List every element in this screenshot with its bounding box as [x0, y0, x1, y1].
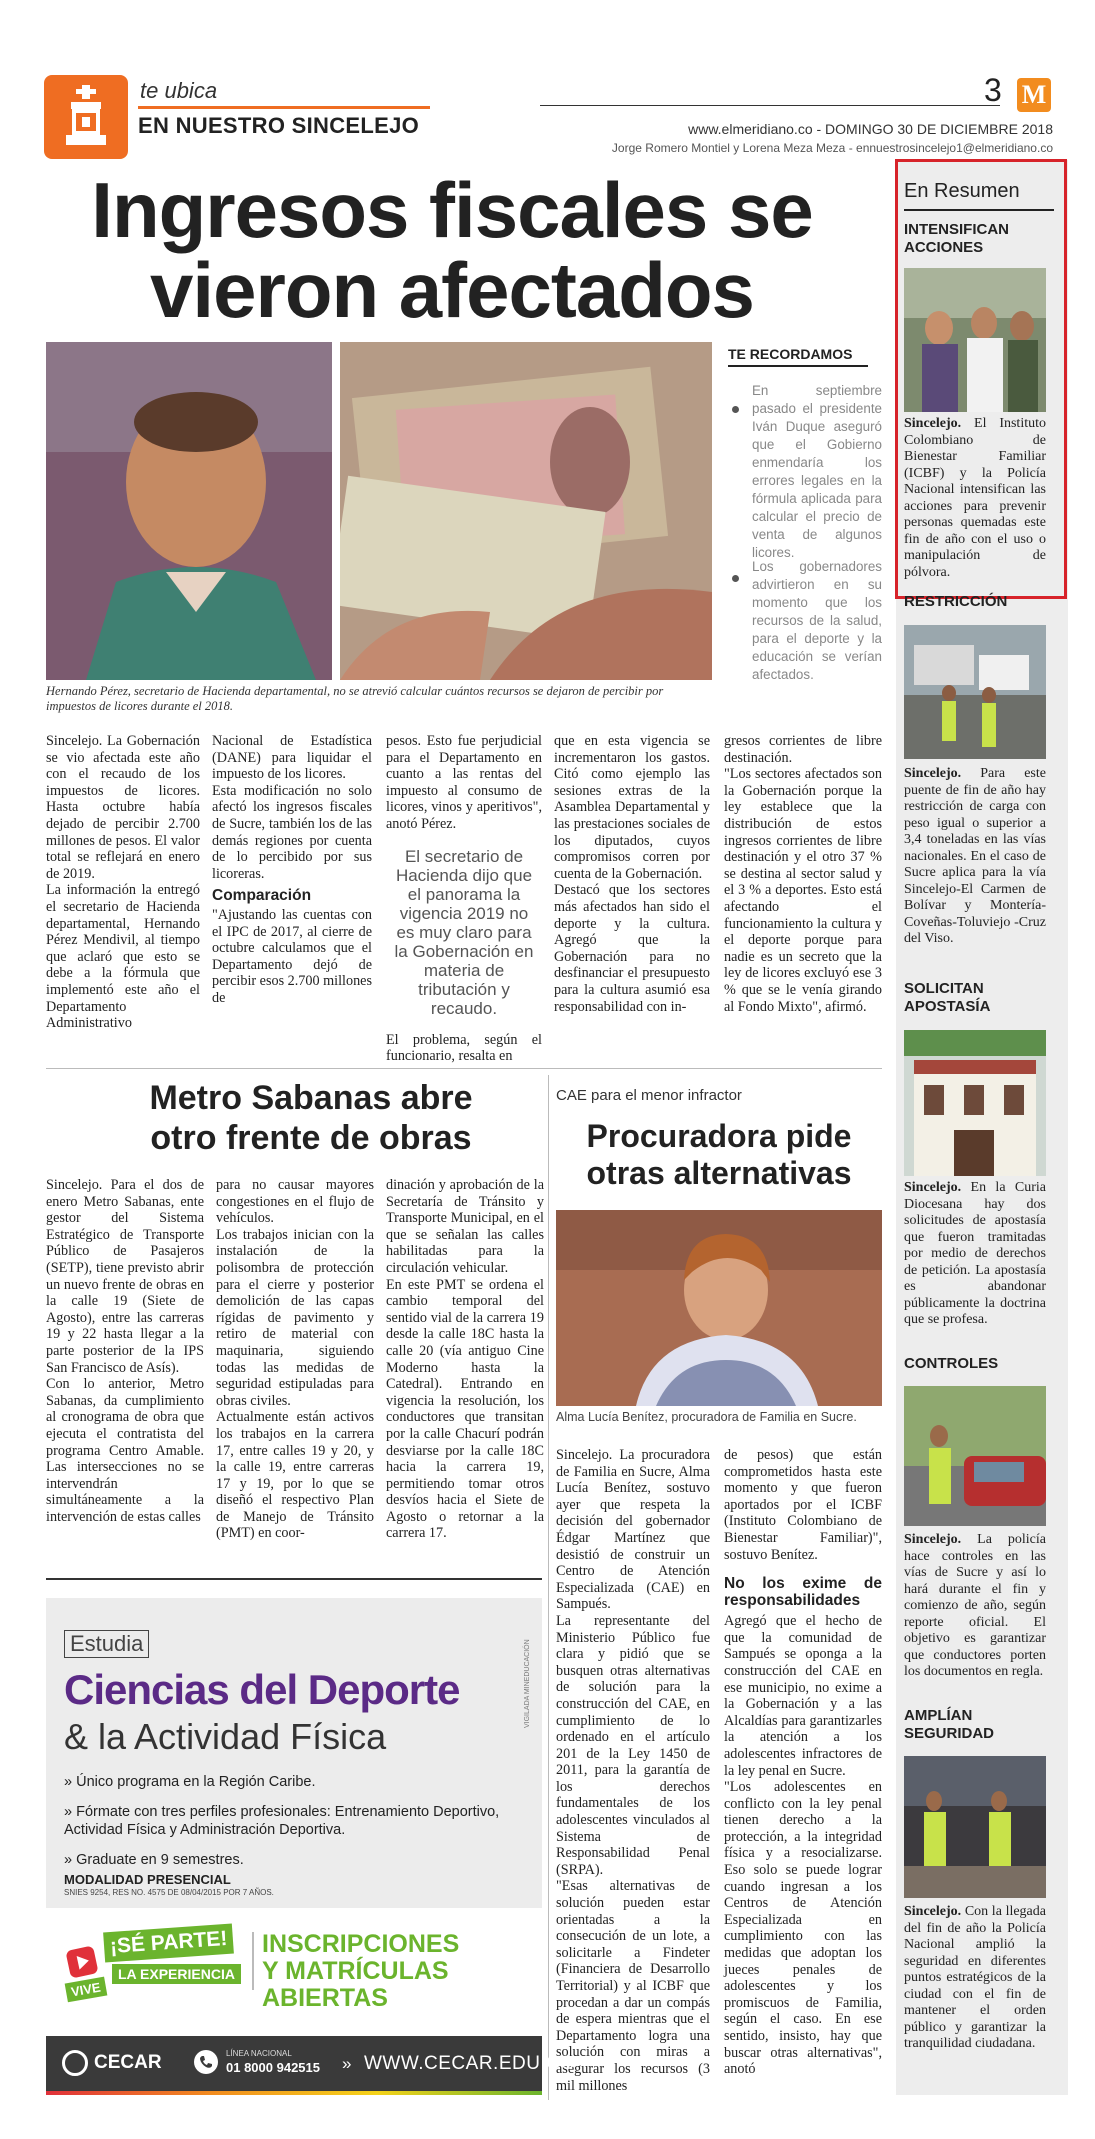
- ad-inscripciones-2: Y MATRÍCULAS ABIERTAS: [262, 1957, 449, 2012]
- procuradora-col-2a: de pesos) que están comprometidos hasta este momento y que fueron aportados por el ICBF (Instituto Colombiano de Bienestar Familiar)", sostuvo Benítez.: [724, 1447, 882, 1563]
- sidebar-photo-1: [904, 268, 1046, 412]
- cecar-logo-icon: [62, 2050, 88, 2076]
- metro-title: [46, 1078, 576, 1158]
- header-rule: [540, 105, 1000, 106]
- photo-hernando-perez: [46, 342, 332, 680]
- main-title: [46, 166, 858, 334]
- main-col-2: [212, 733, 372, 1007]
- photo-money: [340, 342, 712, 680]
- ad-linea-number: 01 8000 942515: [226, 2060, 320, 2075]
- sidebar-heading-1: INTENSIFICAN ACCIONES: [904, 221, 1009, 256]
- ad-title-line2: & la Actividad Física: [64, 1716, 387, 1757]
- sidebar-body-2: Para este puente de fin de año hay restricción de carga con peso igual o superior a 3,4 toneladas en las vías nacionales. En el caso de Sucre aplica para la vía Sincelejo-El Carmen de Bolívar y Montería-Coveñas-Toluviejo -Cruz del Viso.: [904, 766, 1046, 946]
- section-logo: [44, 75, 128, 159]
- ad-inscripciones: [262, 1931, 542, 2012]
- section-small-title: te ubica: [140, 78, 218, 103]
- sidebar-lead-4: Sincelejo.: [904, 1532, 962, 1547]
- bullet-dot: [732, 406, 739, 413]
- metro-title-line1: Metro Sabanas abre: [149, 1079, 473, 1117]
- photo-alma-lucia-benitez: [556, 1210, 882, 1406]
- ad-experiencia: LA EXPERIENCIA: [112, 1964, 241, 1984]
- ad-se-parte: ¡SÉ PARTE!: [103, 1924, 234, 1963]
- newspaper-logo: M: [1017, 78, 1051, 112]
- procuradora-subhead: No los exime de responsabilidades: [724, 1575, 882, 1610]
- procuradora-col-1: Sincelejo. La procuradora de Familia en Sucre, Alma Lucía Benítez, sostuvo ayer que respeta la decisión del gobernador Édgar Martínez que desistió de construir un Centro de Atención Especializada (CAE) en Sampués. La representante del Ministerio Público fue clara y pidió que se busquen otras alternativas de solución para la construcción del CAE, en cumplimiento de lo ordenado en el artículo 201 de la Ley 1450 de 2011, para la garantía de los derechos fundamentales de los adolescentes vinculados al Sistema de Responsabilidad Penal (SRPA). "Esas alternativas de solución pueden estar orientadas a la consecución de un lote, a solicitarle a Findeter (Financiera de Desarrollo Territorial) y al ICBF que procedan a dar un compás de espera mientras que el Departamento logra una solución con miras a asegurar los recursos (3 mil millones: [556, 1447, 710, 2094]
- procuradora-title-line2: otras alternativas: [586, 1155, 852, 1191]
- procuradora-col-2b: Agregó que el hecho de que la comunidad de Sampués se oponga a la construcción del CAE en ese municipio, no exime a la Gobernación y a las Alcaldías para garantizarles la atención a los adolescentes infractores de la ley penal en Sucre. "Los adolescentes en conflicto con la ley penal tienen derecho a la protección, a la integridad física y a resocializarse. Eso solo se puede lograr cuando ingresan a los Centros de Atención Especializada en cumplimiento con las medidas que adoptan los jueces penales de adolescentes y los promiscuos de Familia, según el caso. En ese sentido, insisto, hay que buscar otras alternativas", anotó: [724, 1613, 882, 2078]
- sidebar-body-5: Con la llegada del fin de año la Policía Nacional amplió la seguridad en diferentes puntos estratégicos de la ciudad con el fin de mantener el orden público y garantizar la tranquilidad ciudadana.: [904, 1904, 1046, 2051]
- ad-inscripciones-1: INSCRIPCIONES: [262, 1930, 460, 1958]
- ad-cecar: [46, 1598, 576, 2095]
- ad-web[interactable]: WWW.CECAR.EDU.CO: [364, 2053, 576, 2074]
- ad-vertical-note: VIGILADA MINEDUCACIÓN: [524, 1639, 531, 1728]
- bullet-dot: [732, 575, 739, 582]
- ad-bullet-2: » Fórmate con tres perfiles profesionales: Entrenamiento Deportivo, Actividad Física y Administración Deportiva.: [64, 1804, 500, 1838]
- procuradora-col-2: [724, 1447, 882, 2078]
- sidebar-body-1: El Instituto Colombiano de Bienestar Familiar (ICBF) y la Policía Nacional intensifican las acciones para prevenir personas quemadas este fin de año con el uso o manipulación de pólvora.: [904, 416, 1046, 580]
- sidebar-heading-3: SOLICITAN APOSTASÍA: [904, 980, 991, 1015]
- sidebar-lead-2: Sincelejo.: [904, 766, 962, 781]
- procuradora-caption: Alma Lucía Benítez, procuradora de Familia en Sucre.: [556, 1410, 857, 1424]
- site-and-date: www.elmeridiano.co - DOMINGO 30 DE DICIEMBRE 2018: [688, 121, 1053, 137]
- sidebar-heading-5: AMPLÍAN SEGURIDAD: [904, 1707, 995, 1742]
- section-underline: [138, 106, 430, 109]
- sidebar-body-4: La policía hace controles en las vías de Sucre y así lo hará durante el fin y comienzo de año, según reporte oficial. El objetivo es garantizar que conductores porten los documentos en regla.: [904, 1532, 1046, 1679]
- subhead-comparacion: Comparación: [212, 887, 312, 905]
- procuradora-title: [556, 1118, 882, 1192]
- sidebar-photo-5: [904, 1756, 1046, 1898]
- phone-icon: [194, 2050, 218, 2074]
- recordamos-bullet-2: Los gobernadores advirtieron en su momento que los recursos de la salud, para el deporte y la educación se verían afectados.: [752, 559, 882, 682]
- recordamos-title: TE RECORDAMOS: [728, 346, 853, 362]
- ad-bullet-3: » Graduate en 9 semestres.: [64, 1852, 244, 1868]
- procuradora-title-line1: Procuradora pide: [586, 1118, 852, 1154]
- sidebar-title: En Resumen: [904, 180, 1020, 202]
- church-icon: [44, 75, 128, 159]
- sidebar-heading-4: CONTROLES: [904, 1355, 999, 1372]
- main-title-line1: Ingresos fiscales se: [91, 166, 813, 254]
- play-icon: [65, 1945, 98, 1978]
- ad-vive: VIVE: [65, 1977, 107, 2003]
- pull-quote: El secretario de Hacienda dijo que el panorama la vigencia 2019 no es muy claro para la Gobernación en materia de tributación y recaudo.: [394, 846, 534, 1018]
- metro-title-line2: otro frente de obras: [150, 1119, 472, 1157]
- sidebar-text-5: [904, 1904, 1046, 2053]
- sidebar-text-4: [904, 1532, 1046, 1681]
- sidebar-body-3: En la Curia Diocesana hay dos solicitudes de apostasía que fueron tramitadas por medio de derechos de petición. La apostasía es abandonar públicamente la doctrina que se profesa.: [904, 1180, 1046, 1327]
- sidebar-lead-1: Sincelejo.: [904, 416, 962, 431]
- recordamos-rule: [728, 365, 868, 367]
- section-divider: [46, 1068, 882, 1069]
- sidebar-photo-2: [904, 625, 1046, 759]
- sidebar-text-3: [904, 1180, 1046, 1329]
- metro-bottom-rule: [46, 1578, 542, 1580]
- metro-col-3: dinación y aprobación de la Secretaría de Tránsito y Transporte Municipal, en el que se señalan las calles habilitadas para la circulación vehicular. En este PMT se ordena el cambio temporal del sentido vial de la carrera 19 desde la calle 18C hasta la calle 20 (vía antiguo Cine Moderno hasta la Catedral). Entrando en vigencia la resolución, los conductores que transitan por la calle Chacurí podrán desviarse por la calle 18C hacia la carrera 19, permitiendo tomar otros desvíos hacia el Siete de Agosto o retornar a la carrera 17.: [386, 1177, 544, 1542]
- section-big-title: EN NUESTRO SINCELEJO: [138, 113, 420, 138]
- authors: Jorge Romero Montiel y Lorena Meza Meza - ennuestrosincelejo1@elmeridiano.co: [611, 141, 1053, 155]
- sidebar-title-rule: [904, 209, 1054, 211]
- main-col-3b: El problema, según el funcionario, resalta en: [386, 1031, 542, 1065]
- ad-bullet-1: » Único programa en la Región Caribe.: [64, 1774, 316, 1790]
- chevron-right-icon: »: [342, 2054, 352, 2073]
- main-col-2a: Nacional de Estadística (DANE) para liquidar el impuesto de los licores. Esta modificación no solo afectó los ingresos fiscales de Sucre, también los de las demás regiones por cuenta de lo percibido por sus licoreras.: [212, 733, 372, 882]
- ad-title-line1: Ciencias del Deporte: [64, 1666, 460, 1713]
- recordamos-bullet-1: En septiembre pasado el presidente Iván Duque aseguró que el Gobierno enmendaría los errores legales en la fórmula aplicada para calcular el precio de venta de algunos licores.: [752, 383, 882, 560]
- main-col-4: que en esta vigencia se incrementaron los gastos. Citó como ejemplo las sesiones extras de la Asamblea Departamental y las prestaciones sociales de los diputados, cuyos compromisos corren por cuenta de la Gobernación. Destacó que los sectores más afectados han sido el deporte y la cultura. Agregó que la Gobernación para no desfinanciar el presupuesto para la cultura asumió esa responsabilidad con in-: [554, 733, 710, 1015]
- main-col-5: gresos corrientes de libre destinación. "Los sectores afectados son la Gobernación porque la ley establece que la distribución de estos ingresos corrientes de libre destinación y el otro 37 % se destina al sector salud y el 3 % a deportes. Esto está afectando el funcionamiento la cultura y el deporte porque para nadie es un secreto que la ley de licores excluyó ese 3 % que se le venía girando al Fondo Mixto", afirmó.: [724, 733, 882, 1015]
- metro-col-2: para no causar mayores congestiones en el flujo de vehículos. Los trabajos inician con la instalación de la polisombra de protección para el cierre y posterior demolición de las capas rígidas de pavimento y retiro de material con maquinaria, siguiendo todas las medidas de seguridad estipuladas para obras civiles. Actualmente están activos los trabajos en la carrera 17, entre calles 19 y 20, y la calle 19, entre carreras 17 y 19, por lo que se diseñó el respectivo Plan de Manejo de Tránsito (PMT) en coor-: [216, 1177, 374, 1542]
- ad-divider: [252, 1932, 254, 1990]
- column-divider: [548, 1075, 549, 2100]
- ad-estudia: Estudia: [64, 1630, 149, 1658]
- main-col-2b: "Ajustando las cuentas con el IPC de 2017, al cierre de octubre calculamos que el Departamento dejó de percibir esos 2.700 millones de: [212, 906, 372, 1006]
- main-col-1: Sincelejo. La Gobernación se vio afectada este año con el recaudo de los impuestos de licores. Hasta octubre había dejado de percibir 2.700 millones de pesos. El valor total se reflejará en enero de 2019. La información la entregó el secretario de Hacienda departamental, Hernando Pérez Mendivil, al tiempo que aclaró que esto se debe a la fórmula que implementó este año el Departamento Administrativo: [46, 733, 200, 1032]
- ad-color-strip: [46, 2091, 542, 2095]
- sidebar-photo-3: [904, 1030, 1046, 1176]
- main-col-3a: pesos. Esto fue perjudicial para el Departamento en cuanto a las rentas del impuesto al consumo de licores, vinos y aperitivos", anotó Pérez.: [386, 733, 542, 832]
- page-number: 3: [984, 72, 1002, 108]
- sidebar-text-2: [904, 766, 1046, 948]
- sidebar-lead-5: Sincelejo.: [904, 1904, 962, 1919]
- procuradora-kicker: CAE para el menor infractor: [556, 1087, 742, 1104]
- main-photo-caption: Hernando Pérez, secretario de Hacienda departamental, no se atrevió calcular cuántos recursos se dejaron de percibir por impuestos de licores durante el 2018.: [46, 684, 664, 713]
- ad-linea-label: LÍNEA NACIONAL: [226, 2049, 292, 2058]
- metro-col-1: Sincelejo. Para el dos de enero Metro Sabanas, ente gestor del Sistema Estratégico de Transporte Público de Pasajeros (SETP), tiene previsto abrir un nuevo frente de obras en la calle 19 (Siete de Agosto), entre las carreras 19 y 22 hasta llegar a la parte posterior de la IPS San Francisco de Asís). Con lo anterior, Metro Sabanas, da cumplimiento al cronograma de obra que ejecuta el contratista del programa Centro Amable. Las intersecciones no se intervendrán simultáneamente a la intervención de estas calles: [46, 1177, 204, 1525]
- ad-cecar-name: CECAR: [94, 2052, 162, 2073]
- main-title-line2: vieron afectados: [150, 246, 754, 334]
- ad-modalidad: MODALIDAD PRESENCIAL: [64, 1872, 231, 1887]
- sidebar-lead-3: Sincelejo.: [904, 1180, 962, 1195]
- sidebar-photo-4: [904, 1386, 1046, 1526]
- main-col-3: [386, 733, 542, 1065]
- sidebar-heading-2: RESTRICCIÓN: [904, 593, 1008, 610]
- sidebar-text-1: [904, 416, 1046, 581]
- ad-snies: SNIES 9254, RES NO. 4575 DE 08/04/2015 POR 7 AÑOS.: [64, 1888, 274, 1897]
